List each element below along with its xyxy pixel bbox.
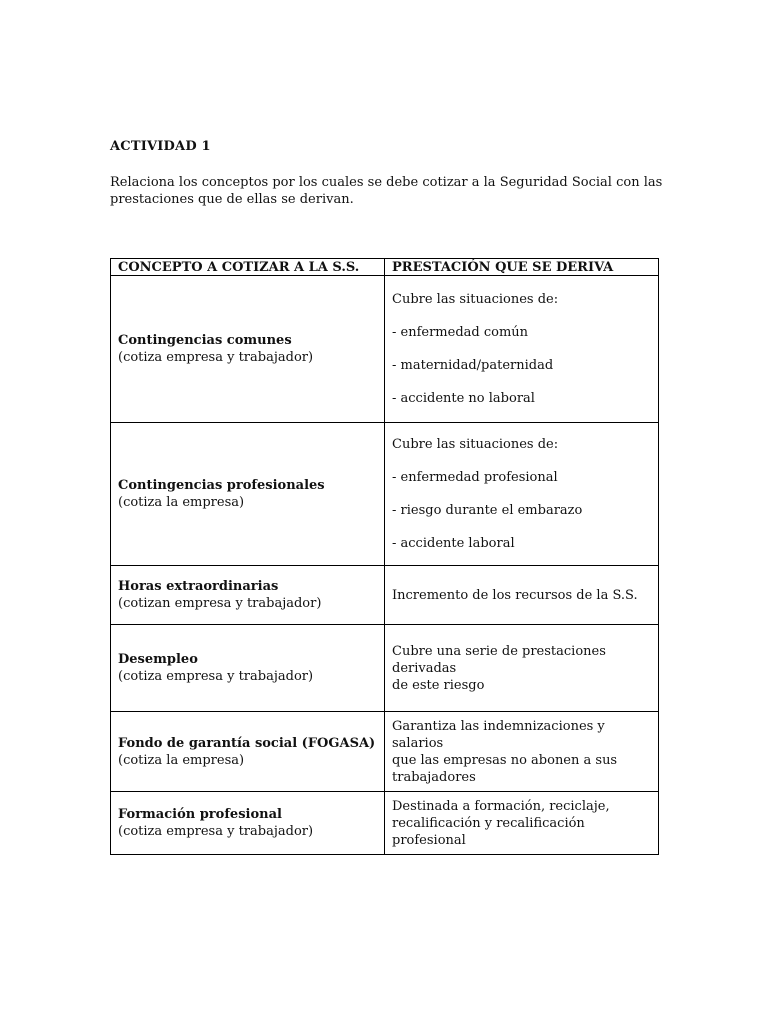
benefit-line: - accidente laboral	[392, 536, 515, 551]
benefit-cell	[385, 566, 659, 625]
benefit-line: Cubre las situaciones de:	[392, 292, 559, 307]
benefit-line: - enfermedad común	[392, 325, 529, 340]
intro-line: prestaciones que de ellas se derivan.	[110, 192, 354, 207]
table-row	[111, 566, 659, 625]
benefit-line: que las empresas no abonen a sus	[392, 752, 618, 768]
concept-name: Formación profesional	[118, 807, 282, 822]
header-concept: CONCEPTO A COTIZAR A LA S.S.	[111, 259, 385, 276]
benefit-line: - riesgo durante el embarazo	[392, 503, 583, 518]
header-benefit: PRESTACIÓN QUE SE DERIVA	[385, 259, 659, 276]
concept-name: Desempleo	[118, 652, 198, 667]
concept-note: (cotiza la empresa)	[118, 752, 245, 768]
benefit-line: trabajadores	[392, 769, 476, 785]
concept-name: Fondo de garantía social (FOGASA)	[118, 735, 376, 751]
concept-note: (cotiza empresa y trabajador)	[118, 824, 314, 839]
intro-line: Relaciona los conceptos por los cuales se debe cotizar a la Seguridad Social con las	[110, 175, 663, 190]
benefit-line: - enfermedad profesional	[392, 470, 558, 485]
benefit-line: Cubre las situaciones de:	[392, 437, 559, 452]
concept-note: (cotiza empresa y trabajador)	[118, 350, 314, 365]
benefit-list	[392, 436, 651, 552]
benefit-cell	[385, 423, 659, 566]
benefit-cell	[385, 625, 659, 712]
benefit-line: Garantiza las indemnizaciones y salarios	[392, 718, 605, 751]
table-row	[111, 712, 659, 792]
benefit-cell	[385, 712, 659, 792]
concept-cell	[111, 566, 385, 625]
table-row	[111, 792, 659, 855]
concepts-table	[110, 258, 659, 855]
concept-cell	[111, 792, 385, 855]
intro-paragraph	[110, 174, 663, 208]
concept-note: (cotizan empresa y trabajador)	[118, 596, 322, 611]
table-row	[111, 625, 659, 712]
benefit-list	[392, 291, 651, 407]
table-row	[111, 276, 659, 423]
concept-name: Horas extraordinarias	[118, 579, 279, 594]
benefit-line: Destinada a formación, reciclaje,	[392, 798, 610, 814]
concept-cell	[111, 276, 385, 423]
benefit-cell	[385, 792, 659, 855]
benefit-line: Cubre una serie de prestaciones derivadas	[392, 643, 606, 676]
concept-name: Contingencias profesionales	[118, 478, 325, 493]
concept-note: (cotiza la empresa)	[118, 495, 245, 510]
page-title: ACTIVIDAD 1	[110, 139, 211, 154]
benefit-line: recalificación y recalificación profesional	[392, 815, 585, 848]
concept-name: Contingencias comunes	[118, 333, 292, 348]
concept-note: (cotiza empresa y trabajador)	[118, 669, 314, 684]
benefit-line: - maternidad/paternidad	[392, 358, 554, 373]
concept-cell	[111, 423, 385, 566]
benefit-line: - accidente no laboral	[392, 391, 535, 406]
benefit-line: Incremento de los recursos de la S.S.	[392, 587, 638, 603]
benefit-line: de este riesgo	[392, 677, 485, 693]
table-header-row	[111, 259, 659, 276]
table-row	[111, 423, 659, 566]
benefit-cell	[385, 276, 659, 423]
concept-cell	[111, 625, 385, 712]
concept-cell	[111, 712, 385, 792]
